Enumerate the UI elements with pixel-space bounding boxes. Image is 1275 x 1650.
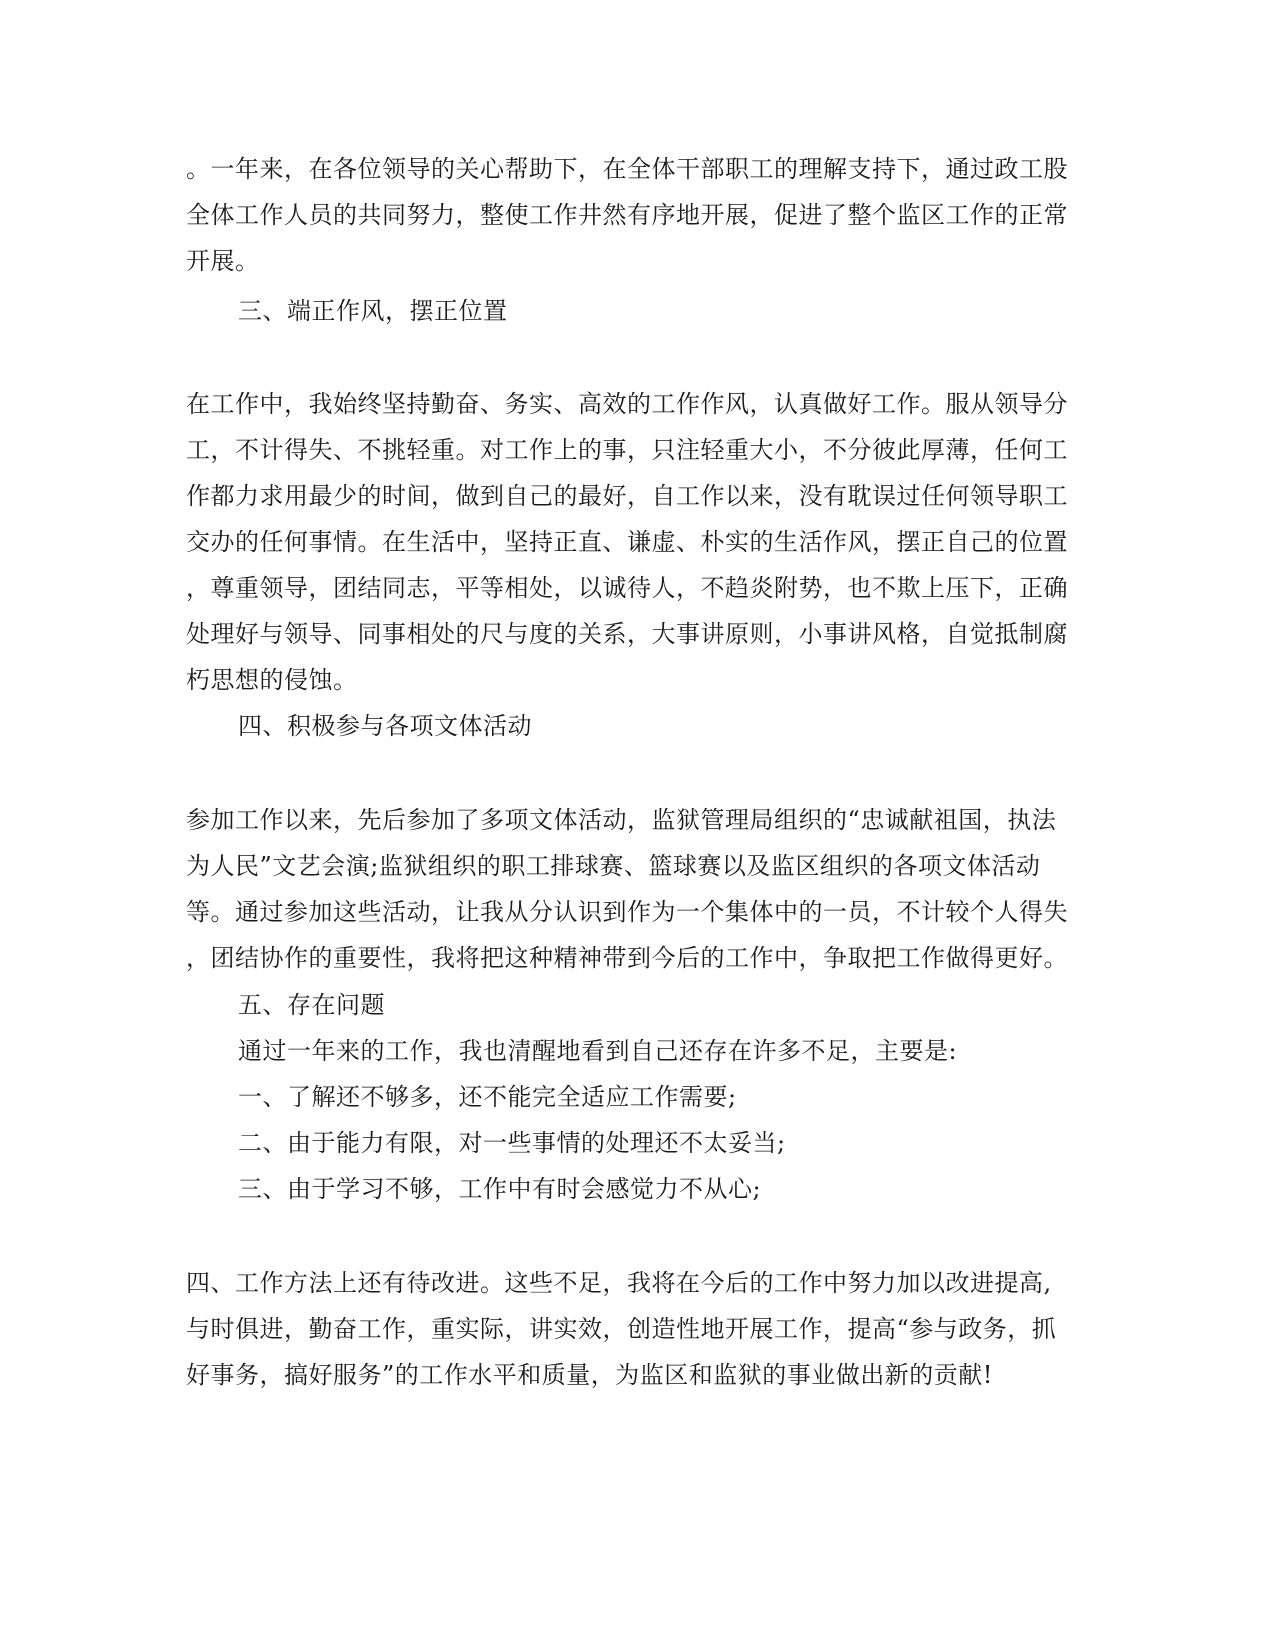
list-item-1: 一、了解还不够多，还不能完全适应工作需要; — [238, 1083, 737, 1111]
paragraph-intro: 。一年来，在各位领导的关心帮助下，在全体干部职工的理解支持下，通过政工股 全体工作人员的共同努力，整使工作井然有序地开展，促进了整个监区工作的正常 开展。 — [186, 155, 1068, 275]
paragraph-activities: 参加工作以来，先后参加了多项文体活动，监狱管理局组织的“忠诚献祖国，执法 为人民”文艺会演;监狱组织的职工排球赛、篮球赛以及监区组织的各项文体活动 等。通过参加这些活动，让我从分认识到作为一个集体中的一员，不计较个人得失 ，团结协作的重要性，我将把这种精神带到今后的工作中，争取把工作做得更好。 — [186, 806, 1068, 972]
paragraph-problems-intro: 通过一年来的工作，我也清醒地看到自己还存在许多不足，主要是: — [238, 1037, 958, 1065]
paragraph-work-style: 在工作中，我始终坚持勤奋、务实、高效的工作作风，认真做好工作。服从领导分 工，不计得失、不挑轻重。对工作上的事，只注轻重大小，不分彼此厚薄，任何工 作都力求用最少的时间，做到自己的最好，自工作以来，没有耽误过任何领导职工 交办的任何事情。在生活中，坚持正直、谦虚、朴实的生活作风，摆正自己的位置 ，尊重领导，团结同志，平等相处，以诚待人，不趋炎附势，也不欺上压下，正确 处理好与领导、同事相处的尺与度的关系，大事讲原则，小事讲风格，自觉抵制腐 朽思想的侵蚀。 — [186, 390, 1068, 694]
paragraph-improvement: 四、工作方法上还有待改进。这些不足，我将在今后的工作中努力加以改进提高, 与时俱进，勤奋工作，重实际，讲实效，创造性地开展工作，提高“参与政务，抓 好事务，搞好服务”的工作水平和质量，为监区和监狱的事业做出新的贡献! — [186, 1269, 1057, 1389]
heading-section-3: 三、端正作风，摆正位置 — [238, 297, 508, 325]
list-item-3: 三、由于学习不够，工作中有时会感觉力不从心; — [238, 1175, 762, 1203]
heading-section-4: 四、积极参与各项文体活动 — [238, 712, 532, 740]
list-item-2: 二、由于能力有限，对一些事情的处理还不太妥当; — [238, 1129, 786, 1157]
heading-section-5: 五、存在问题 — [238, 991, 385, 1019]
